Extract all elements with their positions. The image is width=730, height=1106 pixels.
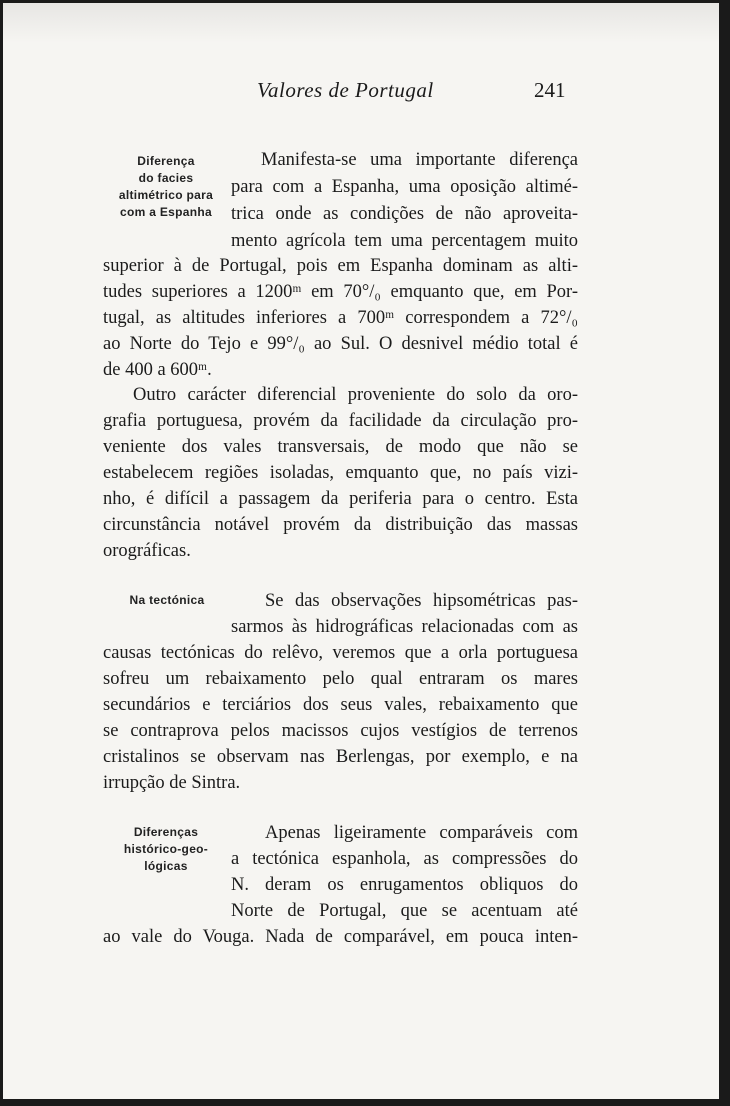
side-note-altimetric [113,153,219,221]
text-line: Apenas ligeiramente comparáveis com [265,823,578,843]
text-line: trica onde as condições de não aproveita- [231,204,578,224]
text-line: de 400 a 600ᵐ. [103,360,212,380]
side-note-line: histórico-geo- [123,842,209,856]
text-line: para com a Espanha, uma oposição altimé- [231,177,578,197]
text-line: cristalinos se observam nas Berlengas, por exemplo, e na [103,747,578,767]
text-line: sofreu um rebaixamento pelo qual entraram os mares [103,669,578,689]
side-note-tectonic [115,592,219,609]
text-line: N. deram os enrugamentos obliquos do [231,875,578,895]
text-line: veniente dos vales transversais, de modo que não se [103,437,578,457]
text-line: Se das observações hipsométricas pas- [265,591,578,611]
text-line: ao Norte do Tejo e 99°/₀ ao Sul. O desnivel médio total é [103,334,578,354]
side-note-line: Diferença [137,154,195,168]
text-line: estabelecem regiões isoladas, emquanto que, no país vizi- [103,463,578,483]
side-note-historic-geologic [113,824,219,875]
running-header [3,78,719,108]
text-line: irrupção de Sintra. [103,773,241,793]
side-note-line: Diferenças [133,825,199,839]
running-title: Valores de Portugal [257,78,434,102]
page-sheet [3,3,719,1099]
text-line: tudes superiores a 1200ᵐ em 70°/₀ emquanto que, em Por- [103,282,578,302]
text-line: mento agrícola tem uma percentagem muito [231,231,578,251]
text-line: nho, é difícil a passagem da periferia para o centro. Esta [103,489,578,509]
text-line: causas tectónicas do relêvo, veremos que a orla portuguesa [103,643,578,663]
text-line: a tectónica espanhola, as compressões do [231,849,578,869]
side-note-line: Na tectónica [129,593,205,607]
text-line: grafia portuguesa, provém da facilidade da circulação pro- [103,411,578,431]
text-line: Manifesta-se uma importante diferença [261,150,578,170]
text-line: orográficas. [103,541,191,561]
text-line: se contraprova pelos macissos cujos vestígios de terrenos [103,721,578,741]
scan-shadow [3,3,719,43]
side-note-line: lógicas [144,859,188,873]
text-line: secundários e terciários dos seus vales, rebaixamento que [103,695,578,715]
side-note-line: altimétrico para [118,188,214,202]
text-line: ao vale do Vouga. Nada de comparável, em pouca inten- [103,927,578,947]
side-note-line: com a Espanha [120,205,212,219]
page-number: 241 [534,78,566,102]
text-line: sarmos às hidrográficas relacionadas com as [231,617,578,637]
side-note-line: do facies [138,171,194,185]
text-line: Outro carácter diferencial proveniente do solo da oro- [133,385,578,405]
text-line: Norte de Portugal, que se acentuam até [231,901,578,921]
text-line: circunstância notável provém da distribuição das massas [103,515,578,535]
text-line: superior à de Portugal, pois em Espanha dominam as alti- [103,256,578,276]
text-line: tugal, as altitudes inferiores a 700ᵐ correspondem a 72°/₀ [103,308,578,328]
